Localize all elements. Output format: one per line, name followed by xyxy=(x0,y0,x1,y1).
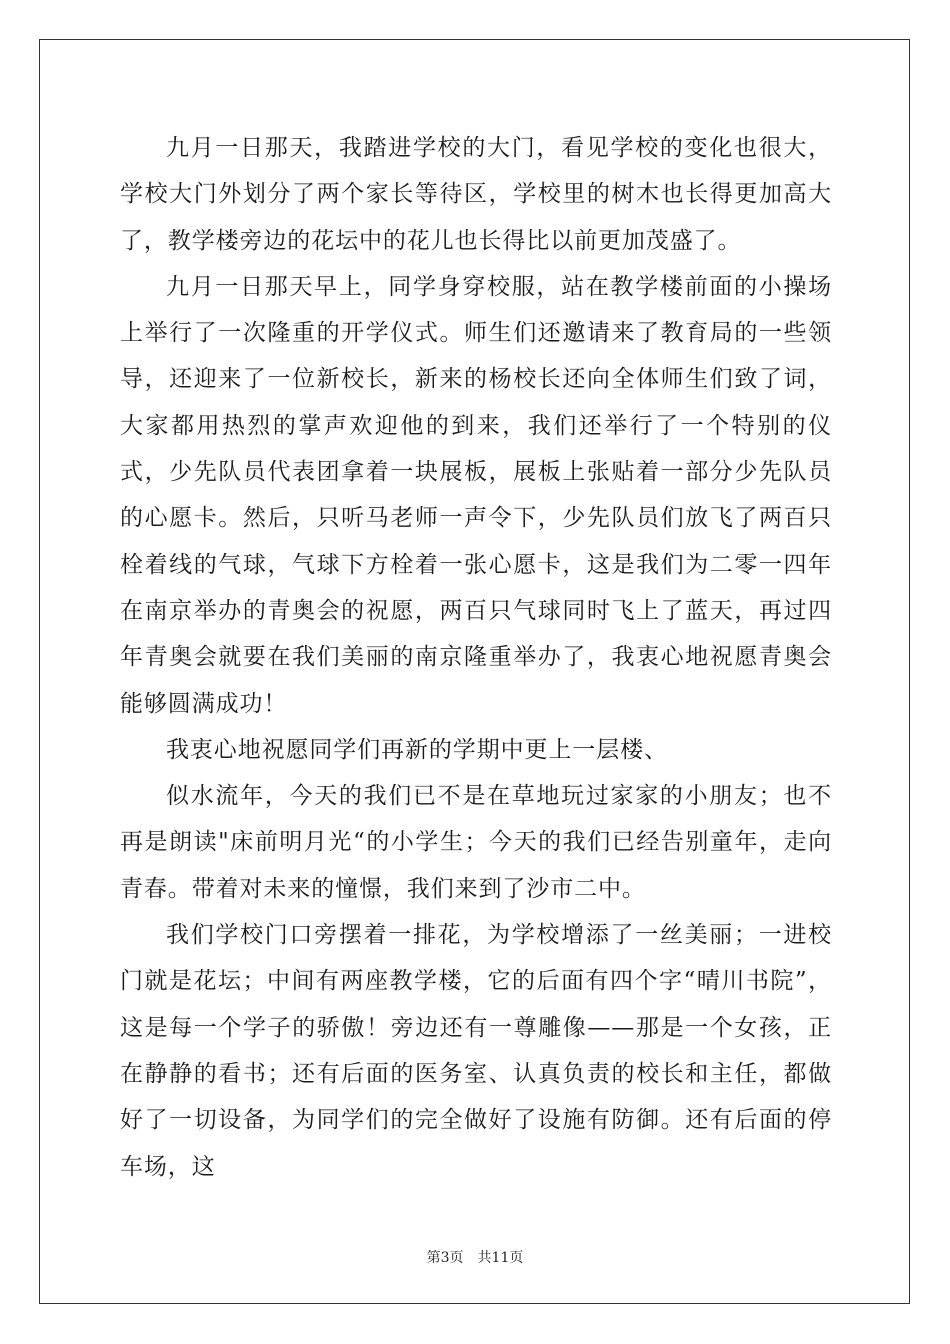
document-body xyxy=(120,125,832,1190)
paragraph: 似水流年，今天的我们已不是在草地玩过家家的小朋友；也不再是朗读"床前明月光“的小学生；今天的我们已经告别童年，走向青春。带着对未来的憧憬，我们来到了沙市二中。 xyxy=(120,783,832,902)
paragraph: 九月一日那天早上，同学身穿校服，站在教学楼前面的小操场上举行了一次隆重的开学仪式。师生们还邀请来了教育局的一些领导，还迎来了一位新校长，新来的杨校长还向全体师生们致了词，大家都用热烈的掌声欢迎他的到来，我们还举行了一个特别的仪式，少先队员代表团拿着一块展板，展板上张贴着一部分少先队员的心愿卡。然后，只听马老师一声令下，少先队员们放飞了两百只栓着线的气球，气球下方栓着一张心愿卡，这是我们为二零一四年在南京举办的青奥会的祝愿，两百只气球同时飞上了蓝天，再过四年青奥会就要在我们美丽的南京隆重举办了，我衷心地祝愿青奥会能够圆满成功！ xyxy=(120,273,832,717)
paragraph: 我们学校门口旁摆着一排花，为学校增添了一丝美丽；一进校门就是花坛；中间有两座教学楼，它的后面有四个字“晴川书院”，这是每一个学子的骄傲！旁边还有一尊雕像——那是一个女孩，正在静静的看书；还有后面的医务室、认真负责的校长和主任，都做好了一切设备，为同学们的完全做好了设施有防御。还有后面的停车场，这 xyxy=(120,922,832,1180)
page-footer: 第3页 共11页 xyxy=(426,1250,524,1266)
paragraph: 我衷心地祝愿同学们再新的学期中更上一层楼、 xyxy=(166,736,668,763)
paragraph: 九月一日那天，我踏进学校的大门，看见学校的变化也很大，学校大门外划分了两个家长等待区，学校里的树木也长得更加高大了，教学楼旁边的花坛中的花儿也长得比以前更加茂盛了。 xyxy=(120,135,832,254)
